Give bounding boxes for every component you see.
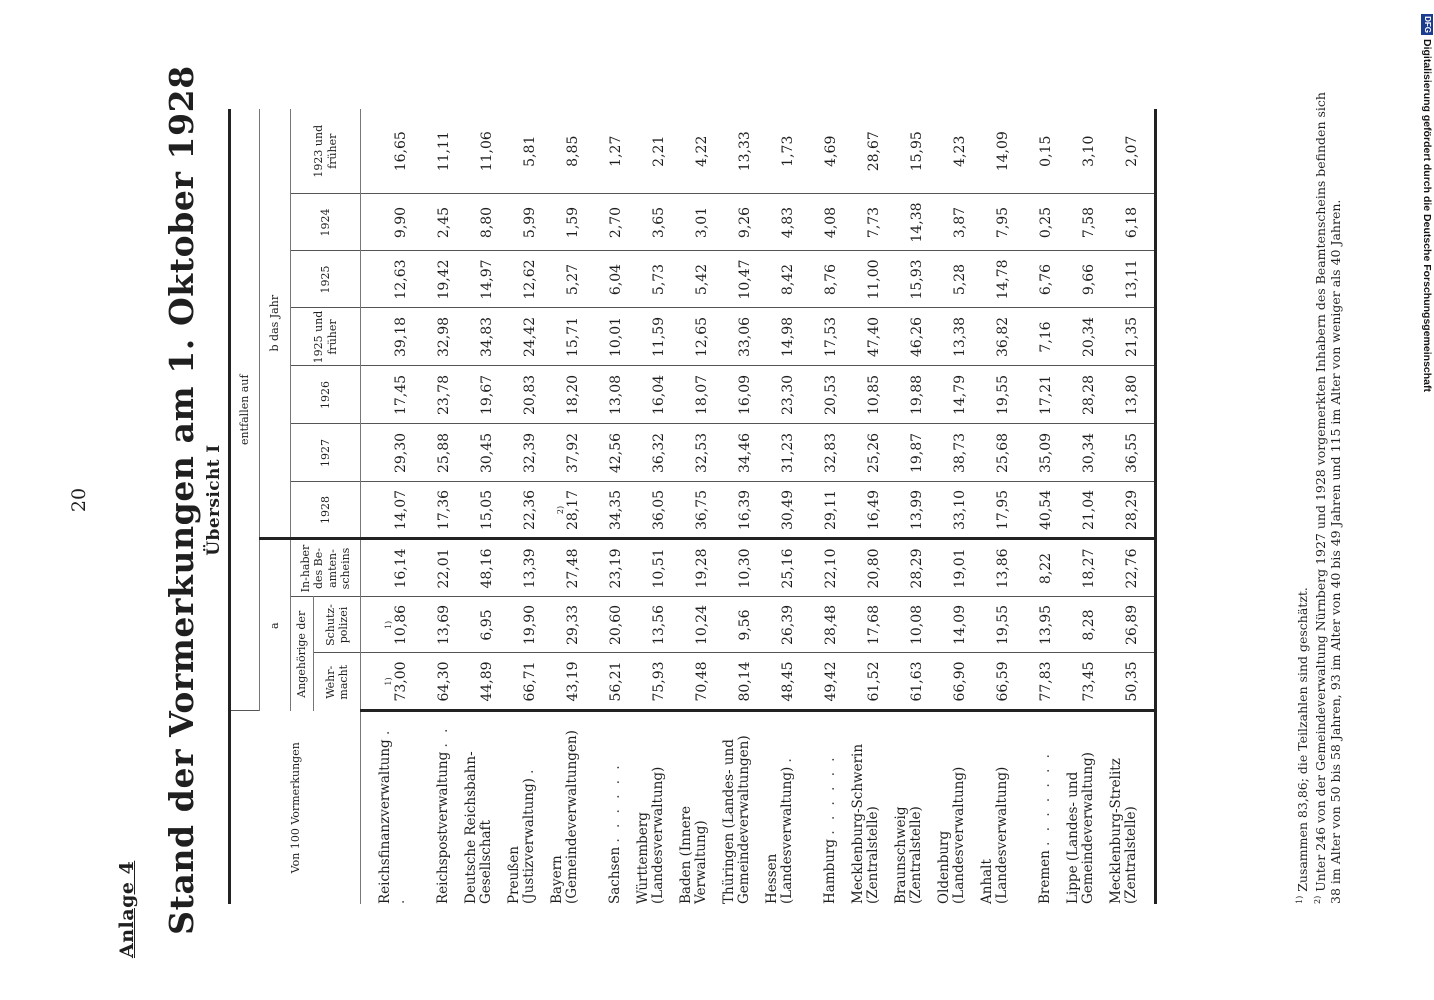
cell-1926: 18,07 [672,366,715,424]
row-label: Reichsfinanzverwaltung . . [361,711,415,904]
table-row [500,109,543,904]
cell-1924: 2,70 [586,194,629,251]
year-1925-header: 1925 [291,251,361,308]
cell-1925: 11,00 [844,251,887,308]
table-row [586,109,629,904]
cell-1924: 0,25 [1016,194,1059,251]
cell-1926: 17,21 [1016,366,1059,424]
group-a-header: a [260,539,291,711]
cell-1925f: 33,06 [715,308,758,366]
cell-schutzpolizei: 19,90 [500,597,543,653]
table-row [844,109,887,904]
anlage-label: Anlage 4 [116,860,138,958]
cell-1924: 8,80 [457,194,500,251]
cell-1923f: 28,67 [844,109,887,194]
cell-1928: 36,05 [629,482,672,539]
page-number: 20 [68,487,90,513]
cell-1928: 13,99 [887,482,930,539]
cell-1925f: 7,16 [1016,308,1059,366]
row-label: Hamburg . . . . . . [801,711,844,904]
cell-inhaber: 8,22 [1016,539,1059,597]
table-row [672,109,715,904]
cell-schutzpolizei: 1) 10,86 [361,597,415,653]
cell-1925f: 11,59 [629,308,672,366]
table-row [457,109,500,904]
cell-1928: 33,10 [930,482,973,539]
cell-inhaber: 13,86 [973,539,1016,597]
table-row [715,109,758,904]
footnote: $^{2)}$ Unter 246 von der Gemeindeverwaltung Nürnberg 1927 und 1928 vorgemerkten Inhabern des Beamtenscheins befinden sich 38 im Alter von 50 bis 58 Jahren, 93 im Alter von 40 bis 49 Jahren und 115 im Alter von weniger als 40 Jahren. [1313,92,1344,904]
cell-wehrmacht: 64,30 [436,661,452,702]
page-subtitle: Übersicht I [204,444,224,556]
cell-1924: 7,58 [1059,194,1102,251]
cell-1925: 5,42 [672,251,715,308]
cell-1927: 25,68 [973,424,1016,482]
cell-schutzpolizei: 20,60 [586,597,629,653]
cell-inhaber: 10,30 [715,539,758,597]
cell-1923f: 1,27 [586,109,629,194]
cell-1923f: 14,09 [973,109,1016,194]
cell-wehrmacht: 66,90 [952,661,968,702]
cell-1925: 14,78 [973,251,1016,308]
cell-1924: 5,99 [500,194,543,251]
cell-1925: 9,66 [1059,251,1102,308]
cell-1925: 5,28 [930,251,973,308]
cell-wehrmacht: 44,89 [479,661,495,702]
cell-1925: 13,11 [1102,251,1156,308]
row-label: Sachsen . . . . . . [586,711,629,904]
cell-1923f: 3,10 [1059,109,1102,194]
entfallen-header: entfallen auf [230,109,260,711]
cell-wehrmacht: 61,52 [866,661,882,702]
row-label: Lippe (Landes- und Gemeindeverwaltung) [1059,711,1102,904]
cell-1928: 34,35 [586,482,629,539]
cell-schutzpolizei: 10,08 [887,597,930,653]
cell-1928: 15,05 [457,482,500,539]
dfg-credit-text: Digitalisierung gefördert durch die Deutsche Forschungsgemeinschaft [1421,39,1433,392]
cell-1927: 37,92 [543,424,586,482]
cell-1928: 17,36 [414,482,457,539]
row-label: Thüringen (Landes- und Gemeindeverwaltungen) [715,711,758,904]
cell-1928: 22,36 [500,482,543,539]
cell-wehrmacht: 66,71 [522,661,538,702]
year-1925f-header: 1925 und früher [291,308,361,366]
cell-1925: 12,62 [500,251,543,308]
year-1926-header: 1926 [291,366,361,424]
cell-1926: 28,28 [1059,366,1102,424]
cell-wehrmacht: 61,63 [909,661,925,702]
cell-1926: 20,53 [801,366,844,424]
cell-1926: 18,20 [543,366,586,424]
table-row [543,109,586,904]
row-label: Mecklenburg-Schwerin (Zentralstelle) [844,711,887,904]
cell-schutzpolizei: 13,69 [414,597,457,653]
cell-1928: 16,39 [715,482,758,539]
cell-inhaber: 18,27 [1059,539,1102,597]
cell-1923f: 1,73 [758,109,801,194]
cell-schutzpolizei: 29,33 [543,597,586,653]
cell-wehrmacht: 50,35 [1102,653,1156,711]
cell-1925: 14,97 [457,251,500,308]
cell-inhaber: 22,76 [1102,539,1156,597]
cell-1924: 6,18 [1102,194,1156,251]
row-label: Baden (Innere Verwaltung) [672,711,715,904]
row-label: Bayern (Gemeindeverwaltungen) [543,711,586,904]
cell-1926: 20,83 [500,366,543,424]
cell-1926: 16,09 [715,366,758,424]
cell-1925: 15,93 [887,251,930,308]
cell-1928: 36,75 [672,482,715,539]
cell-1923f: 11,06 [457,109,500,194]
cell-1925: 10,47 [715,251,758,308]
row-label: Württemberg (Landesverwaltung) [629,711,672,904]
cell-wehrmacht: 49,42 [823,661,839,702]
row-label: Bremen . . . . . . . [1016,711,1059,904]
cell-1925: 6,04 [586,251,629,308]
footnote: $^{1)}$ Zusammen 83,86; die Teilzahlen sind geschätzt. [1295,587,1311,904]
table-row [930,109,973,904]
cell-1923f: 4,22 [672,109,715,194]
row-label: Oldenburg (Landesverwaltung) [930,711,973,904]
cell-schutzpolizei: 9,56 [715,597,758,653]
table-body [361,109,1156,904]
table-row [758,109,801,904]
year-1928-header: 1928 [291,482,361,539]
row-label: Deutsche Reichsbahn-Gesellschaft [457,711,500,904]
cell-inhaber: 19,28 [672,539,715,597]
cell-1925f: 39,18 [361,308,415,366]
cell-1925f: 13,38 [930,308,973,366]
dfg-logo-icon: DFG [1422,16,1432,34]
cell-1924: 3,65 [629,194,672,251]
cell-1926: 23,78 [414,366,457,424]
cell-wehrmacht: 77,83 [1038,661,1054,702]
cell-1926: 19,55 [973,366,1016,424]
cell-1927: 32,53 [672,424,715,482]
cell-schutzpolizei: 13,95 [1016,597,1059,653]
cell-1926: 13,80 [1102,366,1156,424]
cell-1924: 1,59 [543,194,586,251]
cell-1923f: 2,21 [629,109,672,194]
cell-1927: 36,55 [1102,424,1156,482]
cell-1925: 8,42 [758,251,801,308]
cell-1927: 36,32 [629,424,672,482]
cell-1928: 21,04 [1059,482,1102,539]
cell-1928: 29,11 [801,482,844,539]
cell-1927: 25,26 [844,424,887,482]
cell-schutzpolizei: 26,89 [1102,597,1156,653]
cell-1924: 9,26 [715,194,758,251]
cell-1927: 30,34 [1059,424,1102,482]
cell-inhaber: 22,10 [801,539,844,597]
row-label: Braunschweig (Zentralstelle) [887,711,930,904]
table-header [230,109,361,904]
table-row [973,109,1016,904]
cell-1924: 4,08 [801,194,844,251]
cell-1926: 16,04 [629,366,672,424]
table-row [887,109,930,904]
cell-1928: 40,54 [1016,482,1059,539]
cell-1925f: 20,34 [1059,308,1102,366]
cell-1927: 42,56 [586,424,629,482]
table-row [361,109,415,904]
cell-inhaber: 20,80 [844,539,887,597]
cell-inhaber: 13,39 [500,539,543,597]
cell-1924: 7,95 [973,194,1016,251]
cell-1925f: 17,53 [801,308,844,366]
cell-1925: 8,76 [801,251,844,308]
cell-1924: 3,87 [930,194,973,251]
cell-1925: 5,27 [543,251,586,308]
cell-1925f: 46,26 [887,308,930,366]
cell-schutzpolizei: 19,55 [973,597,1016,653]
data-table [228,109,1157,904]
table-row [414,109,457,904]
cell-1925: 5,73 [629,251,672,308]
cell-1925f: 32,98 [414,308,457,366]
cell-1923f: 15,95 [887,109,930,194]
cell-1927: 31,23 [758,424,801,482]
cell-1923f: 13,33 [715,109,758,194]
cell-1928: 28,29 [1102,482,1156,539]
cell-1925f: 36,82 [973,308,1016,366]
year-1924-header: 1924 [291,194,361,251]
table-row [801,109,844,904]
cell-1925f: 21,35 [1102,308,1156,366]
wehrmacht-header: Wehr-macht [314,653,361,711]
cell-1927: 35,09 [1016,424,1059,482]
cell-schutzpolizei: 26,39 [758,597,801,653]
cell-1927: 30,45 [457,424,500,482]
cell-inhaber: 28,29 [887,539,930,597]
cell-1923f: 0,15 [1016,109,1059,194]
cell-wehrmacht: 66,59 [995,661,1011,702]
cell-schutzpolizei: 14,09 [930,597,973,653]
cell-schutzpolizei: 17,68 [844,597,887,653]
cell-1928: 17,95 [973,482,1016,539]
cell-1927: 32,83 [801,424,844,482]
cell-1928: 14,07 [361,482,415,539]
cell-1923f: 8,85 [543,109,586,194]
group-b-header: b das Jahr [260,109,291,539]
cell-wehrmacht: 1) 73,00 [384,661,409,702]
cell-1923f: 2,07 [1102,109,1156,194]
footnotes [1292,84,1343,904]
row-label: Anhalt (Landesverwaltung) [973,711,1016,904]
cell-1924: 9,90 [361,194,415,251]
cell-wehrmacht: 73,45 [1081,661,1097,702]
row-label: Hessen (Landesverwaltung) . [758,711,801,904]
cell-1927: 19,87 [887,424,930,482]
cell-1926: 14,79 [930,366,973,424]
cell-inhaber: 27,48 [543,539,586,597]
schutzpolizei-header: Schutz-polizei [314,597,361,653]
cell-1927: 29,30 [361,424,415,482]
cell-1925f: 14,98 [758,308,801,366]
row-label: Mecklenburg-Strelitz (Zentralstelle) [1102,711,1156,904]
cell-1925f: 15,71 [543,308,586,366]
table-row [1016,109,1059,904]
cell-1924: 14,38 [887,194,930,251]
cell-1928: 16,49 [844,482,887,539]
cell-1925f: 10,01 [586,308,629,366]
dfg-credit [1418,8,1434,392]
page-title: Stand der Vormerkungen am 1. Oktober 1928 [162,65,201,935]
cell-inhaber: 16,14 [361,539,415,597]
cell-1927: 38,73 [930,424,973,482]
cell-inhaber: 25,16 [758,539,801,597]
cell-1926: 19,88 [887,366,930,424]
cell-schutzpolizei: 8,28 [1059,597,1102,653]
cell-1923f: 4,23 [930,109,973,194]
table-row [1102,109,1156,904]
table-row [629,109,672,904]
cell-1923f: 5,81 [500,109,543,194]
cell-1924: 3,01 [672,194,715,251]
cell-1926: 13,08 [586,366,629,424]
row-label: Reichspostverwaltung . . [414,711,457,904]
table-row [1059,109,1102,904]
cell-1925: 19,42 [414,251,457,308]
cell-inhaber: 10,51 [629,539,672,597]
cell-1925f: 34,83 [457,308,500,366]
cell-wehrmacht: 43,19 [565,661,581,702]
angehoerige-header: Angehörige der [291,597,314,711]
cell-1925: 6,76 [1016,251,1059,308]
cell-1927: 25,88 [414,424,457,482]
cell-wehrmacht: 70,48 [694,661,710,702]
cell-1923f: 4,69 [801,109,844,194]
cell-wehrmacht: 80,14 [737,661,753,702]
cell-inhaber: 22,01 [414,539,457,597]
cell-1924: 7,73 [844,194,887,251]
cell-schutzpolizei: 10,24 [672,597,715,653]
cell-inhaber: 23,19 [586,539,629,597]
cell-wehrmacht: 75,93 [651,661,667,702]
cell-schutzpolizei: 13,56 [629,597,672,653]
inhaber-header: In-haber des Be-amten-scheins [291,539,361,597]
cell-wehrmacht: 48,45 [780,661,796,702]
cell-1925: 12,63 [361,251,415,308]
year-1927-header: 1927 [291,424,361,482]
cell-1923f: 11,11 [414,109,457,194]
cell-1925f: 24,42 [500,308,543,366]
cell-wehrmacht: 56,21 [608,661,624,702]
year-1923f-header: 1923 und früher [291,109,361,194]
cell-1927: 32,39 [500,424,543,482]
cell-1925f: 47,40 [844,308,887,366]
stub-header: Von 100 Vormerkungen [230,711,361,904]
cell-1925f: 12,65 [672,308,715,366]
cell-1926: 19,67 [457,366,500,424]
cell-schutzpolizei: 28,48 [801,597,844,653]
cell-1928: 2) 28,17 [543,482,586,539]
cell-schutzpolizei: 6,95 [457,597,500,653]
cell-1926: 10,85 [844,366,887,424]
cell-inhaber: 19,01 [930,539,973,597]
cell-1927: 34,46 [715,424,758,482]
cell-inhaber: 48,16 [457,539,500,597]
cell-1926: 23,30 [758,366,801,424]
row-label: Preußen (Justizverwaltung) . [500,711,543,904]
cell-1926: 17,45 [361,366,415,424]
cell-1923f: 16,65 [361,109,415,194]
cell-1924: 2,45 [414,194,457,251]
cell-1924: 4,83 [758,194,801,251]
cell-1928: 30,49 [758,482,801,539]
